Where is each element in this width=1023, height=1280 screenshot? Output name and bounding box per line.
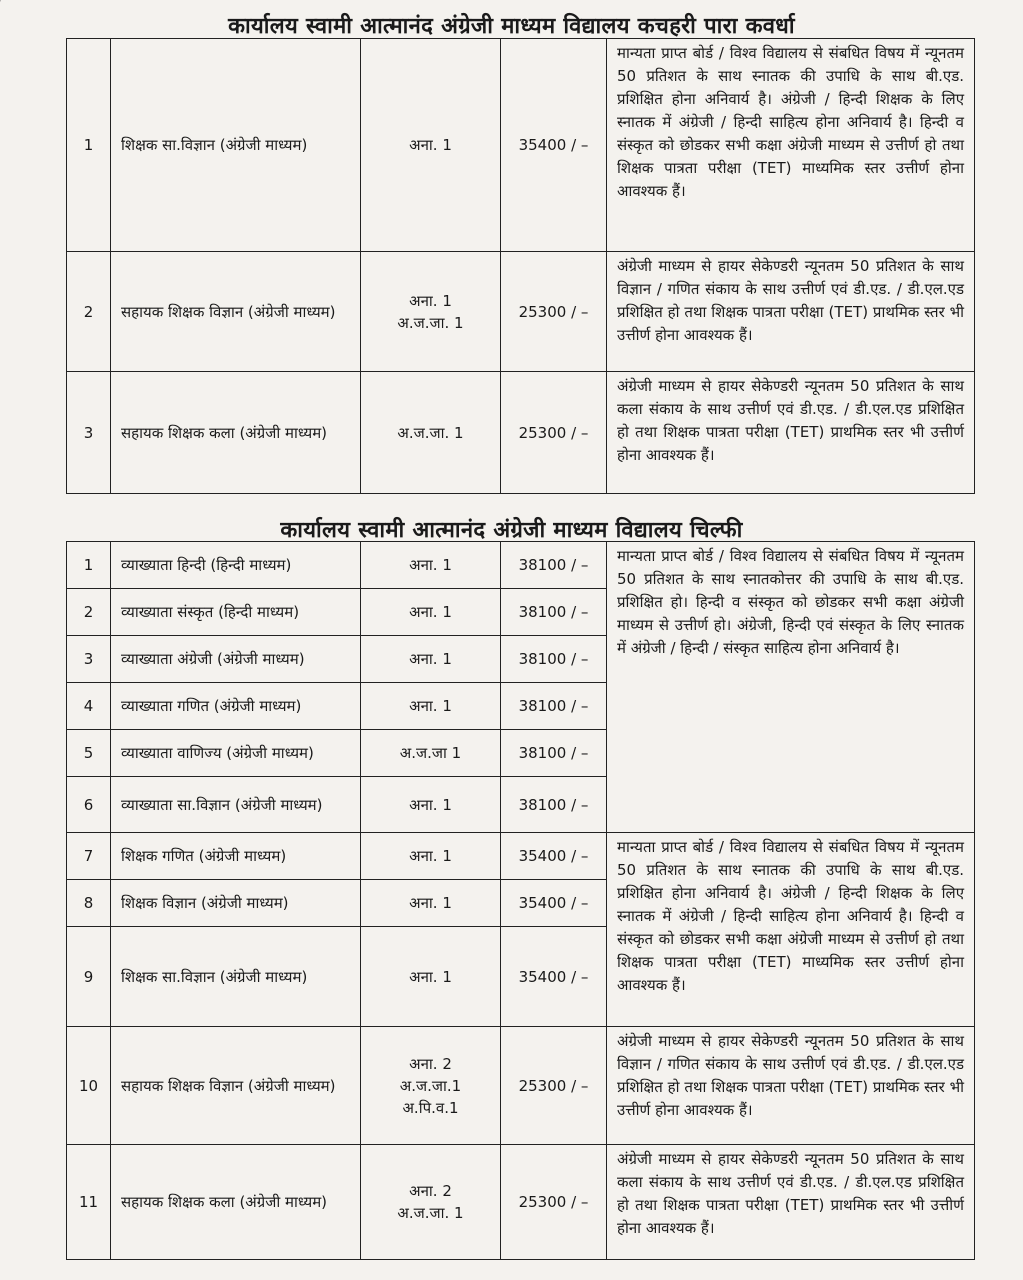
row-category: अना. 1 [361, 589, 501, 636]
row-pay: 25300 / – [501, 1027, 607, 1145]
section1-table [66, 38, 975, 494]
row-post: व्याख्याता हिन्दी (हिन्दी माध्यम) [111, 542, 361, 589]
row-category: अना. 1 [361, 777, 501, 833]
table-row [67, 833, 975, 880]
row-category: अना. 1 [361, 39, 501, 252]
row-post: सहायक शिक्षक कला (अंग्रेजी माध्यम) [111, 372, 361, 494]
table-row [67, 1027, 975, 1145]
row-pay: 35400 / – [501, 833, 607, 880]
row-qualification: अंग्रेजी माध्यम से हायर सेकेण्डरी न्यूनतम 50 प्रतिशत के साथ कला संकाय के साथ उत्तीर्ण एवं डी.एड. / डी.एल.एड प्रशिक्षित हो तथा शिक्षक पात्रता परीक्षा (TET) प्राथमिक स्तर भी उत्तीर्ण होना आवश्यक हैं। [607, 1145, 975, 1260]
row-qualification: मान्यता प्राप्त बोर्ड / विश्व विद्यालय से संबधित विषय में न्यूनतम 50 प्रतिशत के साथ स्नातक की उपाधि के साथ बी.एड. प्रशिक्षित होना अनिवार्य है। अंग्रेजी / हिन्दी शिक्षक के लिए स्नातक में अंग्रेजी / हिन्दी साहित्य होना अनिवार्य है। हिन्दी व संस्कृत को छोडकर सभी कक्षा अंग्रेजी माध्यम से उत्तीर्ण हो तथा शिक्षक पात्रता परीक्षा (TET) माध्यमिक स्तर उत्तीर्ण होना आवश्यक हैं। [607, 833, 975, 1027]
table-row [67, 1145, 975, 1260]
table-row [67, 39, 975, 252]
row-pay: 38100 / – [501, 636, 607, 683]
row-post: व्याख्याता वाणिज्य (अंग्रेजी माध्यम) [111, 730, 361, 777]
row-post: शिक्षक विज्ञान (अंग्रेजी माध्यम) [111, 880, 361, 927]
row-category: अना. 1 [361, 683, 501, 730]
row-post: व्याख्याता गणित (अंग्रेजी माध्यम) [111, 683, 361, 730]
row-pay: 25300 / – [501, 252, 607, 372]
row-post: शिक्षक गणित (अंग्रेजी माध्यम) [111, 833, 361, 880]
row-sno: 7 [67, 833, 111, 880]
table-row [67, 542, 975, 589]
row-post: व्याख्याता संस्कृत (हिन्दी माध्यम) [111, 589, 361, 636]
row-post: सहायक शिक्षक विज्ञान (अंग्रेजी माध्यम) [111, 1027, 361, 1145]
row-sno: 2 [67, 589, 111, 636]
row-category: अना. 1 अ.ज.जा. 1 [361, 252, 501, 372]
row-qualification: मान्यता प्राप्त बोर्ड / विश्व विद्यालय से संबधित विषय में न्यूनतम 50 प्रतिशत के साथ स्नातकोत्तर की उपाधि के साथ बी.एड. प्रशिक्षित हो। हिन्दी व संस्कृत को छोडकर सभी कक्षा अंग्रेजी माध्यम से उत्तीर्ण हो। अंग्रेजी, हिन्दी एवं संस्कृत के लिए स्नातक में अंग्रेजी / हिन्दी / संस्कृत साहित्य होना अनिवार्य है। [607, 542, 975, 833]
row-qualification: अंग्रेजी माध्यम से हायर सेकेण्डरी न्यूनतम 50 प्रतिशत के साथ विज्ञान / गणित संकाय के साथ उत्तीर्ण एवं डी.एड. / डी.एल.एड प्रशिक्षित हो तथा शिक्षक पात्रता परीक्षा (TET) प्राथमिक स्तर भी उत्तीर्ण होना आवश्यक हैं। [607, 252, 975, 372]
row-category: अ.ज.जा. 1 [361, 372, 501, 494]
row-sno: 5 [67, 730, 111, 777]
row-pay: 38100 / – [501, 542, 607, 589]
row-sno: 10 [67, 1027, 111, 1145]
row-sno: 3 [67, 636, 111, 683]
row-pay: 35400 / – [501, 927, 607, 1027]
row-pay: 35400 / – [501, 39, 607, 252]
row-post: शिक्षक सा.विज्ञान (अंग्रेजी माध्यम) [111, 927, 361, 1027]
row-sno: 1 [67, 39, 111, 252]
row-post: व्याख्याता सा.विज्ञान (अंग्रेजी माध्यम) [111, 777, 361, 833]
row-pay: 38100 / – [501, 777, 607, 833]
row-sno: 4 [67, 683, 111, 730]
section2-title: कार्यालय स्वामी आत्मानंद अंग्रेजी माध्यम विद्यालय चिल्फी [280, 518, 743, 543]
row-category: अ.ज.जा 1 [361, 730, 501, 777]
row-sno: 2 [67, 252, 111, 372]
row-pay: 38100 / – [501, 730, 607, 777]
row-post: सहायक शिक्षक कला (अंग्रेजी माध्यम) [111, 1145, 361, 1260]
row-post: सहायक शिक्षक विज्ञान (अंग्रेजी माध्यम) [111, 252, 361, 372]
row-category: अना. 1 [361, 542, 501, 589]
section2-table [66, 541, 975, 1260]
table-row [67, 252, 975, 372]
row-qualification: अंग्रेजी माध्यम से हायर सेकेण्डरी न्यूनतम 50 प्रतिशत के साथ विज्ञान / गणित संकाय के साथ उत्तीर्ण एवं डी.एड. / डी.एल.एड प्रशिक्षित हो तथा शिक्षक पात्रता परीक्षा (TET) प्राथमिक स्तर भी उत्तीर्ण होना आवश्यक हैं। [607, 1027, 975, 1145]
row-sno: 3 [67, 372, 111, 494]
row-qualification: मान्यता प्राप्त बोर्ड / विश्व विद्यालय से संबधित विषय में न्यूनतम 50 प्रतिशत के साथ स्नातक की उपाधि के साथ बी.एड. प्रशिक्षित होना अनिवार्य है। अंग्रेजी / हिन्दी शिक्षक के लिए स्नातक में अंग्रेजी / हिन्दी साहित्य होना अनिवार्य है। हिन्दी व संस्कृत को छोडकर सभी कक्षा अंग्रेजी माध्यम से उत्तीर्ण हो तथा शिक्षक पात्रता परीक्षा (TET) माध्यमिक स्तर उत्तीर्ण होना आवश्यक हैं। [607, 39, 975, 252]
row-pay: 38100 / – [501, 683, 607, 730]
row-post: शिक्षक सा.विज्ञान (अंग्रेजी माध्यम) [111, 39, 361, 252]
row-category: अना. 1 [361, 880, 501, 927]
row-category: अना. 2 अ.ज.जा. 1 [361, 1145, 501, 1260]
row-pay: 38100 / – [501, 589, 607, 636]
row-post: व्याख्याता अंग्रेजी (अंग्रेजी माध्यम) [111, 636, 361, 683]
row-sno: 1 [67, 542, 111, 589]
row-sno: 6 [67, 777, 111, 833]
row-pay: 25300 / – [501, 372, 607, 494]
row-qualification: अंग्रेजी माध्यम से हायर सेकेण्डरी न्यूनतम 50 प्रतिशत के साथ कला संकाय के साथ उत्तीर्ण एवं डी.एड. / डी.एल.एड प्रशिक्षित हो तथा शिक्षक पात्रता परीक्षा (TET) प्राथमिक स्तर भी उत्तीर्ण होना आवश्यक हैं। [607, 372, 975, 494]
row-sno: 9 [67, 927, 111, 1027]
row-category: अना. 1 [361, 927, 501, 1027]
row-category: अना. 2 अ.ज.जा.1 अ.पि.व.1 [361, 1027, 501, 1145]
section1-title: कार्यालय स्वामी आत्मानंद अंग्रेजी माध्यम विद्यालय कचहरी पारा कवर्धा [228, 14, 795, 39]
table-row [67, 372, 975, 494]
row-sno: 11 [67, 1145, 111, 1260]
row-sno: 8 [67, 880, 111, 927]
row-pay: 35400 / – [501, 880, 607, 927]
row-category: अना. 1 [361, 833, 501, 880]
row-category: अना. 1 [361, 636, 501, 683]
row-pay: 25300 / – [501, 1145, 607, 1260]
